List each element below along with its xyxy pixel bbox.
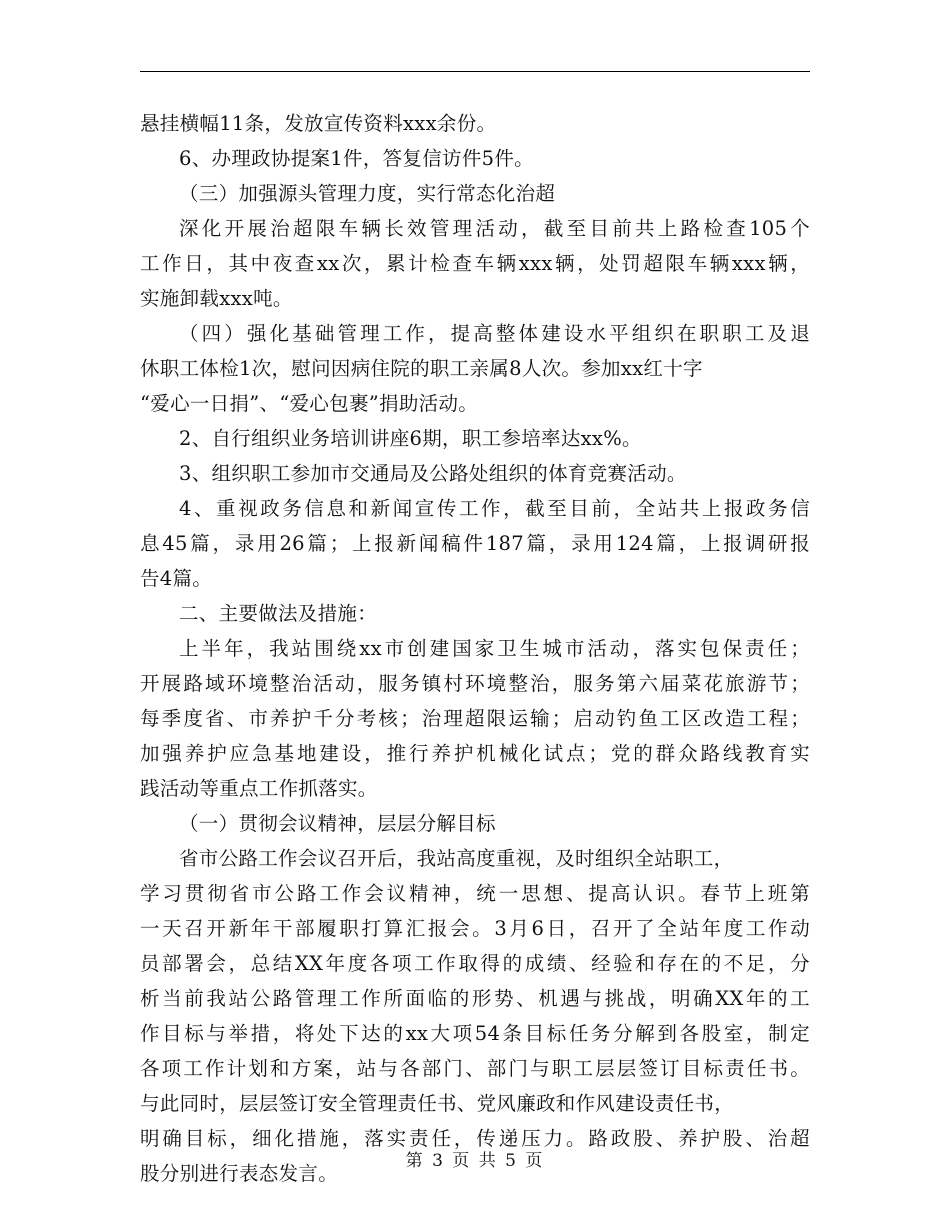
header-rule [140, 71, 810, 72]
text-line: 深化开展治超限车辆长效管理活动，截至目前共上路检查105个 [179, 217, 810, 240]
text-line: 工作日，其中夜查xx次，累计检查车辆xxx辆，处罚超限车辆xxx辆， [140, 252, 810, 275]
text-line: 休职工体检1次，慰问因病住院的职工亲属8人次。参加xx红十字 [140, 357, 703, 380]
text-line: 各项工作计划和方案，站与各部门、部门与职工层层签订目标责任书。 [140, 1057, 810, 1080]
text-line: “爱心一日捐”、“爱心包裹”捐助活动。 [140, 392, 479, 415]
text-line: 4、重视政务信息和新闻宣传工作，截至目前，全站共上报政务信 [179, 497, 810, 520]
text-line: 6、办理政协提案1件，答复信访件5件。 [179, 147, 534, 170]
text-line: 省市公路工作会议召开后，我站高度重视，及时组织全站职工， [179, 847, 734, 870]
text-line: 告4篇。 [140, 567, 213, 590]
text-line: 员部署会，总结XX年度各项工作取得的成绩、经验和存在的不足，分 [140, 952, 810, 975]
section-heading: 二、主要做法及措施： [179, 602, 378, 625]
text-line: 作目标与举措，将处下达的xx大项54条目标任务分解到各股室，制定 [140, 1022, 810, 1045]
section-heading: （三）加强源头管理力度，实行常态化治超 [179, 182, 556, 205]
text-line: 股分别进行表态发言。 [140, 1162, 339, 1185]
text-line: 一天召开新年干部履职打算汇报会。3月6日，召开了全站年度工作动 [140, 917, 810, 940]
section-heading: （一）贯彻会议精神，层层分解目标 [179, 812, 496, 835]
text-line: 明确目标，细化措施，落实责任，传递压力。路政股、养护股、治超 [140, 1127, 810, 1150]
text-line: 践活动等重点工作抓落实。 [140, 777, 378, 800]
text-line: 每季度省、市养护千分考核；治理超限运输；启动钓鱼工区改造工程； [140, 707, 810, 730]
page-number-footer: 第 3 页 共 5 页 [405, 1151, 545, 1171]
text-line: 息45篇，录用26篇；上报新闻稿件187篇，录用124篇，上报调研报 [140, 532, 810, 555]
text-line: 2、自行组织业务培训讲座6期，职工参培率达xx%。 [179, 427, 642, 450]
document-body [140, 106, 810, 1191]
text-line: 上半年，我站围绕xx市创建国家卫生城市活动，落实包保责任； [179, 637, 810, 660]
text-line: 加强养护应急基地建设，推行养护机械化试点；党的群众路线教育实 [140, 742, 810, 765]
text-line: 悬挂横幅11条，发放宣传资料xxx余份。 [140, 112, 497, 135]
text-line: 与此同时，层层签订安全管理责任书、党风廉政和作风建设责任书， [140, 1092, 735, 1115]
text-line: 开展路域环境整治活动，服务镇村环境整治，服务第六届菜花旅游节； [140, 672, 810, 695]
text-line: 3、组织职工参加市交通局及公路处组织的体育竞赛活动。 [179, 462, 687, 485]
text-line: 实施卸载xxx吨。 [140, 287, 293, 310]
text-line: 学习贯彻省市公路工作会议精神，统一思想、提高认识。春节上班第 [140, 882, 810, 905]
section-heading: （四）强化基础管理工作，提高整体建设水平组织在职职工及退 [179, 322, 810, 345]
text-line: 析当前我站公路管理工作所面临的形势、机遇与挑战，明确XX年的工 [140, 987, 810, 1010]
